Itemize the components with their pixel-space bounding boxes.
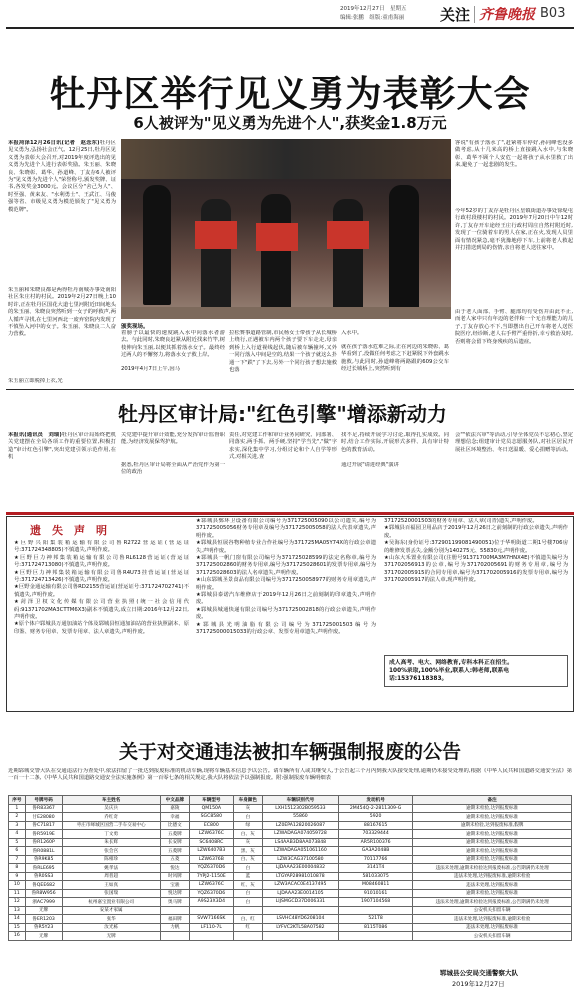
notice-entry: ★郓城县城通快递有限公司编号为371725002818的行政公章遗失,声明作废。: [196, 606, 376, 621]
table-row: [9, 864, 572, 873]
column-header: 车身颜色: [233, 796, 262, 805]
article1-col2b: 2019年4月7日上午,因马: [121, 366, 180, 372]
column-header: 备注: [413, 796, 572, 805]
article1-col5: 客说"有孩子落水了",赶紧将车停好,孙同峰也没多做考虑,从十几米高的桥上直接跳入水中,与朱晓彰、葛华不顾个人安危一起将孩子从水里救了出来,避免了一起悲剧的发生。: [455, 140, 573, 169]
table-cell: 703329444: [338, 830, 412, 839]
table-cell: 五菱牌: [160, 847, 189, 856]
table-cell: QM150A: [189, 804, 233, 813]
notice-entry: ★郓城县泰诺汽车维修店于2019年12月26日之前刻制的印章遗失,声明作废。: [196, 592, 376, 606]
table-cell: 王如真: [62, 881, 160, 890]
table-cell: LZW6407B3: [189, 847, 233, 856]
table-cell: 鲁QEE682: [25, 881, 62, 890]
table-cell: 鲁R1260P: [25, 838, 62, 847]
table-cell: 8115T086: [338, 923, 412, 932]
table-cell: 3: [9, 821, 26, 830]
table-cell: 逾期未检验,达到报废标准: [413, 855, 572, 864]
table-cell: 红、灰: [233, 881, 262, 890]
article2-byline: 本报讯(通讯员 刘瑞): [8, 432, 62, 438]
table-cell: 悦达牌: [160, 889, 189, 898]
table-cell: 无牌: [25, 906, 62, 915]
person-figure: [201, 199, 231, 309]
table-cell: 逾期未检验,达到报废标准: [413, 889, 572, 898]
table-cell: [338, 932, 412, 941]
notice-entry: ★原个体户郓城县万通加油站个体及郓城县恒通加油站的营业执照副本、原印鉴、财务专用章、发票专用章、法人章遗失,声明作废。: [14, 621, 189, 635]
article1-headline: 牡丹区举行见义勇为表彰大会: [49, 74, 531, 115]
table-cell: 姚孝法: [62, 864, 160, 873]
table-cell: 鲁R0SS3: [25, 872, 62, 881]
table-cell: 鲁R9K85: [25, 855, 62, 864]
table-cell: [160, 932, 189, 941]
notice-date: 2019年12月27日: [452, 980, 505, 988]
table-body: [9, 804, 572, 940]
notice-entry: ★巨野巨力神邦集装箱运输有限公司鲁R4U73挂营运证(营运证号:371724713426)不慎遗失,声明作废。: [14, 569, 189, 584]
table-cell: 鲁RLE695: [25, 864, 62, 873]
table-cell: 逾期未检验,达到报废标准: [413, 830, 572, 839]
article1-col4b: 就在孩子落水危难之际,正在河边的朱晓彰、葛华看到了,没做任何考虑之下赶紧脱下外套跳水施救,与此同时,孙道峰将两路跟的609公交车经过长城桥上,突然听到有: [341, 344, 449, 373]
table-cell: 11: [9, 889, 26, 898]
column-header: 车辆型号: [189, 796, 233, 805]
table-cell: 13: [9, 906, 26, 915]
table-cell: 白、红: [233, 915, 262, 924]
table-cell: M08460811: [338, 881, 412, 890]
table-cell: 浙AC7999: [25, 898, 62, 907]
table-cell: LTGYAP28981010878: [262, 872, 338, 881]
award-board: [195, 221, 237, 249]
table-cell: 9: [9, 872, 26, 881]
notice-top-rule: [6, 512, 574, 515]
table-row: [9, 889, 572, 898]
person-figure: [333, 199, 363, 309]
article1-subhead: 6人被评为"见义勇为先进个人",获奖金1.8万元: [133, 114, 447, 132]
table-cell: 14: [9, 915, 26, 924]
notice-entry: 37172520001503的财务专用章、法人章(司青)遗失,声明作废。: [384, 518, 538, 524]
table-cell: 公安机关扣留车辆: [413, 932, 572, 941]
education-ad: [384, 655, 568, 687]
article1-col1b: 朱玉丽和朱晓良都是两得牡丹南城办事处南阳社区朱庄村的村民。2019年2月27日晚上10时许,正在牡丹区国花大道七里河附近田间地头的朱玉丽、朱晓良突然听到一女子的呼救声,两人循声寻找,在七里河西北一废弃窑院内发现了不慎坠入河中的女子。朱玉丽、朱晓良二人奋力营救。: [8, 287, 116, 338]
table-cell: 鲁C71817: [25, 821, 62, 830]
table-cell: 1907104568: [338, 898, 412, 907]
notice-entry: ★菏泽卫权文化传媒有限公司营业执照(统一社会信用代码:91371702MA3CTTM6X3)副本不慎遗失,成立日期:2016年12月22日,声明作废。: [14, 599, 189, 621]
article2-headline: 牡丹区审计局:"红色引擎"增添新动力: [118, 402, 447, 426]
table-cell: 5920: [338, 813, 412, 822]
notice-entry: ★郓城县百福园卫用品店于2019年12月26日之前刻制的行政公章遗失,声明作废。: [384, 525, 568, 539]
table-cell: 宝骏: [160, 881, 189, 890]
table-cell: 白: [233, 864, 262, 873]
notice-entry: ★郓城县光明油脂有限公司编号为371725001503编号为371725000015033的行政公章、发票专用章遗失,声明作废。: [196, 621, 376, 636]
table-row: [9, 906, 572, 915]
article1-byline: 本报菏泽12月26日讯(记者 赵念东): [8, 140, 100, 146]
article2-col5: 会""依法兴审"等活动,引导全体党员不忘初心,坚定理想信念;组建审计党员志愿服务队,对社区居民开展社区环境整治、冬日送温暖、爱心捐赠等活动。: [455, 432, 573, 453]
notice-entry: ★山东郓城圣景食品有限公司编号为3717250058977的财务专用章遗失,声明作废。: [196, 577, 376, 591]
table-cell: 比德文: [160, 821, 189, 830]
table-cell: 吴庆兵: [62, 804, 160, 813]
table-row: [9, 855, 572, 864]
table-cell: 88167615: [338, 821, 412, 830]
table-cell: 91010161: [338, 889, 412, 898]
table-row: [9, 821, 572, 830]
article2-col4b: 通过开展"请进经典"演讲: [341, 462, 399, 468]
table-cell: 长安牌: [160, 838, 189, 847]
table-cell: 违法未处理,达到报废标准,逾期未检验: [413, 915, 572, 924]
table-cell: 陈相珍: [62, 855, 160, 864]
table-row: [9, 830, 572, 839]
column-header: 车辆识别代号: [262, 796, 338, 805]
column-header: 序号: [9, 796, 26, 805]
table-cell: 灰: [233, 804, 262, 813]
table-cell: 2M454Q-2-2811309-G: [338, 804, 412, 813]
table-cell: 581033075: [338, 872, 412, 881]
table-cell: 丁文勇: [62, 830, 160, 839]
table-cell: 白、灰: [233, 855, 262, 864]
table-cell: LSVHC48YD6208104: [262, 915, 338, 924]
table-cell: 违法未处理,达到报废标准: [413, 923, 572, 932]
table-cell: 无牌: [62, 932, 160, 941]
table-cell: 张国瑞: [62, 889, 160, 898]
notice-col1: [14, 540, 189, 636]
table-cell: 蓝: [233, 872, 262, 881]
header-rule: [6, 27, 574, 29]
table-cell: 5: [9, 838, 26, 847]
table-cell: 12: [9, 898, 26, 907]
table-cell: [189, 906, 233, 915]
table-cell: 15: [9, 923, 26, 932]
table-cell: YQZ6370D6: [189, 864, 233, 873]
ad-line: 100%录取,100%毕业,联系人:韩老师,联系电话:15376118383。: [389, 668, 510, 682]
article1-col1-text: 牡丹区见义勇为,弘扬社会正气。12月25日,牡丹区见义勇为表彰大会召开,对2019年度评选出的见义勇为先进个人进行表彰奖励。朱玉丽、朱晓良、朱晓彰、葛华、孙道峰、丁友存6人被评为"见义勇为先进个人"荣誉称号,颁发奖牌、证书,各发奖金3000元。会议区分"舍己为人"、时至强、黄来友、"水利勇士"、王武江、马俊强等省、市级见义勇为模范颁发了"见义勇为模范牌"。: [8, 140, 116, 213]
table-cell: 绿: [233, 821, 262, 830]
article2-col2: 关党建中提升审计效能,充分发挥审计监督职能,为经济发展保驾护航。: [121, 432, 225, 446]
table-cell: 鲁ER1203: [25, 915, 62, 924]
table-cell: 公安机关扣留车辆: [413, 906, 572, 915]
person-figure: [261, 194, 291, 309]
notice-entry: ★郓城县鄄环卫设备有限公司编号为371725005090以公司遗失,编号为371725005056财务专用章及编号为371725005058的法人代表章遗失,声明作废。: [196, 518, 376, 539]
table-cell: 五菱牌: [160, 830, 189, 839]
table-cell: 悦达: [160, 864, 189, 873]
notice-entry: ★郓城县一帆门窗有限公司编号为371725028599的法定名称章,编号为371725002860的财务专用章,编号为371725028601的发票专用章,编号为371725028603的法人名章遗失,声明作废。: [196, 555, 376, 576]
article2-col2b: 据悉,牡丹区审计局将全面从严治党作为第一位的政治: [121, 462, 225, 476]
notice-col3: [384, 518, 568, 585]
table-cell: LZW3ACAC0E4137495: [262, 881, 338, 890]
column-header: 中文品牌: [160, 796, 189, 805]
column-header: 发动机号: [338, 796, 412, 805]
table-cell: LZW3CAG37100580: [262, 855, 338, 864]
column-header: 车主姓名: [62, 796, 160, 805]
table-cell: 红: [233, 923, 262, 932]
table-cell: AR5R100376: [338, 838, 412, 847]
table-row: [9, 915, 572, 924]
table-row: [9, 898, 572, 907]
table-cell: 4: [9, 830, 26, 839]
table-row: [9, 932, 572, 941]
table-cell: 鲁R5Y23: [25, 923, 62, 932]
table-cell: YQZ6370D6: [189, 889, 233, 898]
table-cell: 逾期未检验,达到报废标准: [413, 847, 572, 856]
section-title: 关注: [440, 6, 471, 24]
award-ceremony-photo: [121, 139, 451, 319]
table-cell: 时风牌: [160, 872, 189, 881]
table-cell: [233, 906, 262, 915]
table-row: [9, 872, 572, 881]
table-cell: 违法未处理,逾期未检验达到报废标准,公告期满仍未处理: [413, 898, 572, 907]
table-cell: LZWADAGA051061160: [262, 847, 338, 856]
section-divider: [6, 389, 574, 390]
table-cell: 521T8: [338, 915, 412, 924]
article2-col3: 责任,对党建工作和审计业务同研究、同部署、同落实,两手抓、两手硬,坚持"学当先","做"字求实,深化集中学习,分组讨论和个人自学等形式,对相关进,查: [229, 432, 337, 461]
article2-col1: [8, 432, 116, 462]
notice-signature: 郓城县公安局交通警察大队: [440, 969, 518, 977]
notice-entry: ★吴海东(身份证号:372901199081490051)位于华明街道二期1号楼706房的维修发票丢失,金额分别为140275元、55830元,声明作废。: [384, 540, 568, 554]
table-cell: 逾期未检验,达到报废标准: [413, 813, 572, 822]
notice-entry: ★巨野兴阳集装箱运输有限公司鲁R2722营运证(营运证号:371724348805)不慎遗失,声明作废。: [14, 540, 189, 554]
table-cell: 力帆: [160, 923, 189, 932]
photo-caption: 颁奖现场。: [121, 324, 149, 330]
table-cell: 鲁R83367: [25, 804, 62, 813]
article1-col2: 着膀子以最快的速度跳入水中向落水者游去。与此同时,朱晓良赶紧从附近找来竹竿,树枝伸向朱玉丽,以便其抓着落水女子。最终经过两人的不懈努力,将落水女子救上岸。: [121, 330, 225, 359]
table-cell: 10: [9, 881, 26, 890]
table-cell: GA3A2048B: [338, 847, 412, 856]
ad-line: 成人高考、电大、网络教育,专科本科正在招生。: [389, 660, 513, 666]
award-board: [327, 221, 369, 249]
table-cell: [189, 932, 233, 941]
header-editors: 编辑:张鹏 组版:童甫海丽: [340, 15, 405, 21]
newspaper-logo: 齐鲁晚报: [479, 7, 535, 23]
table-cell: [338, 906, 412, 915]
table-cell: 汝光栋: [62, 923, 160, 932]
table-cell: LJDAAA23E00004832: [262, 864, 338, 873]
table-cell: 2: [9, 813, 26, 822]
notice-title: 遗 失 声 明: [30, 524, 107, 537]
table-row: [9, 838, 572, 847]
table-header-row: [9, 796, 572, 805]
article3-headline: 关于对交通违法被扣车辆强制报废的公告: [118, 741, 461, 763]
table-cell: 鲁R8W956: [25, 889, 62, 898]
award-board: [256, 223, 298, 251]
table-cell: LZW6376C: [189, 830, 233, 839]
notice-col2: [196, 518, 376, 637]
article1-col3: 拉松赛事道路管制,市民杨女士带孩子从长城桥上绕行,正遇被车内两个孩子要下车走走,母亲到桥上入行道视线起伏,随后被车辆撞坏,又外一同行落入中间是空的,结果一个孩子就这么扑通一下"跌"了下去,另外一个同行孩子想去施救也落: [229, 330, 337, 374]
table-cell: 安某才家属: [62, 906, 160, 915]
table-cell: 1: [9, 804, 26, 813]
table-cell: 张华: [62, 915, 160, 924]
column-header: 号牌号码: [25, 796, 62, 805]
table-cell: 逾期未检验,达到报废标准: [413, 838, 572, 847]
table-cell: 朱长辉: [62, 838, 160, 847]
table-cell: 周普超: [62, 872, 160, 881]
table-cell: 乔红奇: [62, 813, 160, 822]
table-cell: 7YPJ2-1150E: [189, 872, 233, 881]
table-cell: 嘉陵: [160, 804, 189, 813]
table-cell: LF110-7L: [189, 923, 233, 932]
table-cell: 6: [9, 847, 26, 856]
table-cell: SC6408RC: [189, 838, 233, 847]
table-cell: 鲁R5919E: [25, 830, 62, 839]
article1-col4: 入水中。: [341, 330, 363, 336]
table-cell: [160, 906, 189, 915]
table-cell: [262, 906, 338, 915]
person-figure: [143, 185, 171, 305]
table-cell: SGC8580: [189, 813, 233, 822]
notice-entry: ★巨野巨力神邦集装箱运输有限公司鲁RL6128营运证(营运证号:371724713080)不慎遗失,声明作废。: [14, 554, 189, 569]
table-cell: 福田牌: [160, 915, 189, 924]
table-cell: 70117766: [338, 855, 412, 864]
table-cell: 杭州嘉宝置业有限公司: [62, 898, 160, 907]
header-divider: [474, 6, 475, 23]
table-cell: LS4AAB3D8AA073848: [262, 838, 338, 847]
article1-col5c: 由于老人面部、手臂、腿部均有受伤并由此不止,而老人家中只有年迈的老伴和一个无自理能力的儿子,丁友存放心不下,当即摆出自己开车将老人送医院医疗,经诊断,老人右手臂严重骨折,幸亏救治及时,否则将会留下终身残疾的后遗症。: [455, 309, 573, 345]
table-cell: [233, 932, 262, 941]
table-cell: 白: [233, 889, 262, 898]
notice-entry: ★山东大禾置业有限公司(注册号91371700MA3M7HNX4E)不慎遗失编号为371702056913的公章,编号为371702005691的财务专用章,编号为371702005915的合同专用章,编号为371702005916的发票专用章,编号为371702005917的法人章,现声明作废。: [384, 555, 568, 584]
table-cell: 枣庄市峄城区国营二手车交易中心: [62, 821, 160, 830]
notice-entry: ★郓城县恒展谷物种植专业合作社编号为371725MA05Y74X的行政公章遗失,声明作废。: [196, 540, 376, 554]
table-cell: LZ0EPA12820026087: [262, 821, 338, 830]
table-cell: LZW6376B: [189, 855, 233, 864]
article2-col4: 找不足,持续开展学习讨论,取得扎实成效。同时,结合工作实际,开展形式多样、具有审计特色的教育活动。: [341, 432, 449, 453]
table-cell: 无牌: [25, 932, 62, 941]
table-cell: 幸福: [160, 813, 189, 822]
table-cell: A9S23X3D4: [189, 898, 233, 907]
table-cell: 灰: [233, 838, 262, 847]
table-cell: LJDAAA23E0014105: [262, 889, 338, 898]
table-cell: 违法未处理,逾期未检验达到报废标准,公告期满仍未处理: [413, 864, 572, 873]
table-cell: 违法未处理,达到报废标准,逾期未检验: [413, 872, 572, 881]
table-row: [9, 847, 572, 856]
article1-col1c: 朱玉丽立即脱掉上衣,光: [8, 378, 63, 384]
article3-intro: 近期郓城交警大队在交通违法行为查处中,依法扣留了一批达到报废标准的机动车辆,现将车辆基本信息予以公告。请车辆所有人或其继受人,于公告起三个月内到我大队接受处理,逾期仍未接受处理的,根据《中华人民共和国道路交通安全法》第一百一十二条,《中华人民共和国道路交通安全法实施条例》第一百零七条的相关规定,我大队将依法予以强制报废。附:强制报废车辆明细表: [8, 768, 572, 782]
table-cell: 鲁R0881L: [25, 847, 62, 856]
table-cell: 3141T4: [338, 864, 412, 873]
table-cell: LXH1512302B059533: [262, 804, 338, 813]
table-cell: LYFVC2KTL58A07582: [262, 923, 338, 932]
table-cell: 五菱: [160, 855, 189, 864]
article2-col1-text: 牡丹区审计局始终把机关党建摆在全局各项工作的重要位置,积极打造"审计红色引擎",突出党建引领示范作用,在机: [8, 432, 116, 461]
table-cell: 55860: [262, 813, 338, 822]
table-cell: 白、灰: [233, 830, 262, 839]
page-number: B03: [540, 6, 566, 21]
table-cell: LIJSMGCD37D006331: [262, 898, 338, 907]
person-figure: [389, 185, 419, 309]
header-date: 2019年12月27日 星期五: [340, 6, 407, 12]
table-cell: 黑、灰: [233, 847, 262, 856]
table-cell: 7: [9, 855, 26, 864]
table-cell: 白: [233, 898, 262, 907]
table-cell: 张会宫: [62, 847, 160, 856]
table-cell: 白: [233, 813, 262, 822]
table-cell: [262, 932, 338, 941]
article1-col5b: 今年52岁的丁友存是牡丹区皇镇街道办事处徐堤屯行政村段楼村的村民。2019年7月20日中午12时许,丁友存开车途经王庄行政村周庄自然村附近时,发现了一位骑着车的男人在家,正在火,发现人员里面有情况紧急,毫不犹豫地停下车,上前将老人救起并打措送到局的伤情,亲自将老人送往家中。: [455, 208, 573, 252]
table-cell: 16: [9, 932, 26, 941]
table-cell: 逾期未检验,达到报废标准,假牌: [413, 821, 572, 830]
table-cell: 逾期未检验,达到报废标准: [413, 804, 572, 813]
table-cell: 奥马牌: [160, 898, 189, 907]
table-cell: 甘E28080: [25, 813, 62, 822]
table-row: [9, 813, 572, 822]
table-cell: LZW6376C: [189, 881, 233, 890]
table-row: [9, 804, 572, 813]
table-cell: LZWADAGA074059728: [262, 830, 338, 839]
table-cell: 8: [9, 864, 26, 873]
table-cell: EC800: [189, 821, 233, 830]
table-row: [9, 881, 572, 890]
table-cell: 违法未处理,达到报废标准: [413, 881, 572, 890]
table-row: [9, 923, 572, 932]
notice-entry: ★巨野金通运输有限公司鲁RD2155营运证(营运证号:371724702741)不慎遗失,声明作废。: [14, 584, 189, 598]
vehicle-table: [8, 795, 572, 941]
article1-col1: [8, 140, 116, 214]
table-cell: SVW7166SK: [189, 915, 233, 924]
